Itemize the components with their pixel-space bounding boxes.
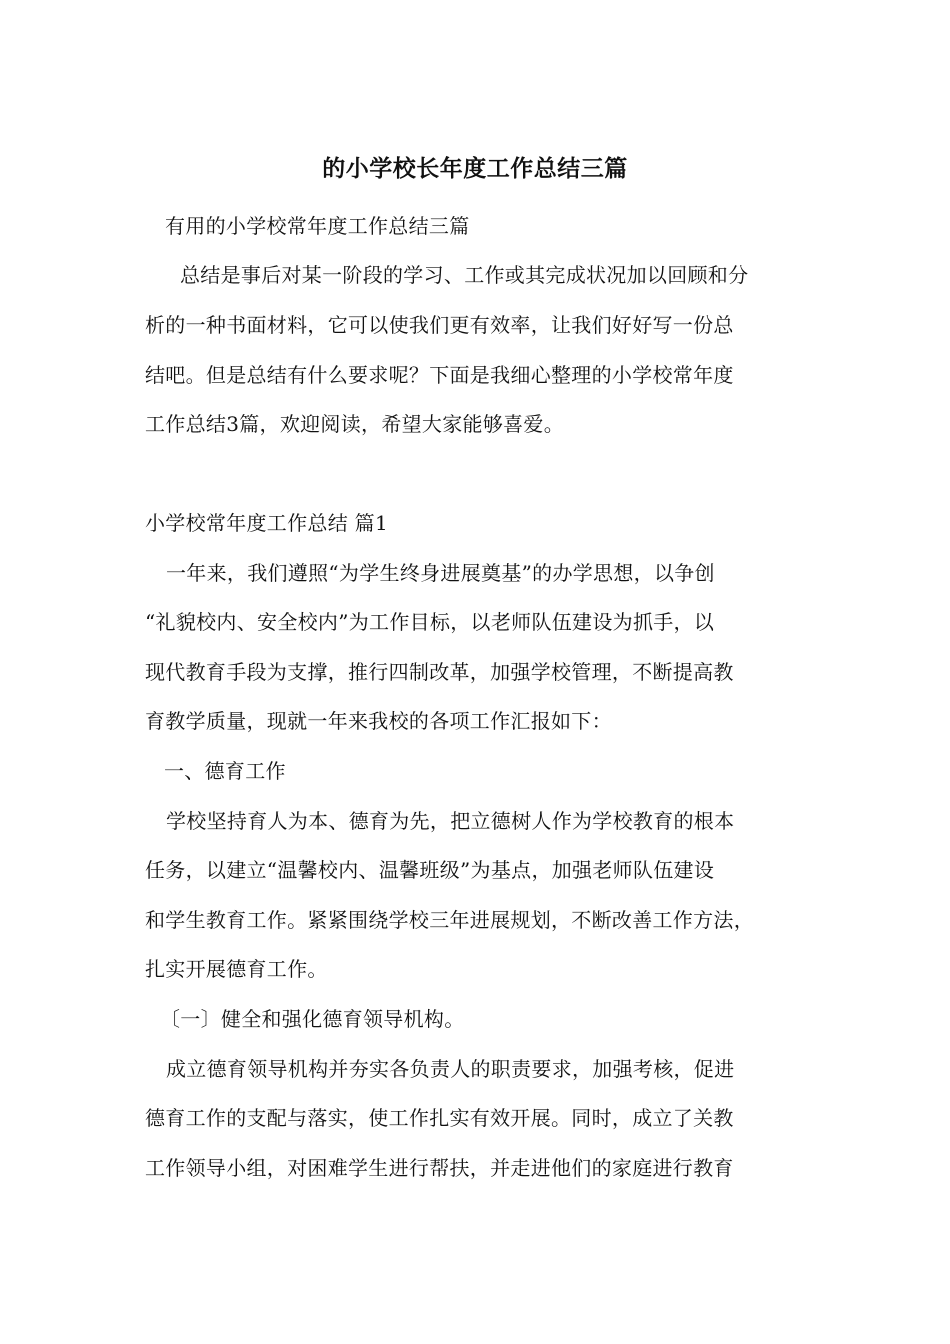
subheading-line: 一、德育工作 bbox=[164, 759, 286, 783]
paragraph-line: 任务，以建立“温馨校内、温馨班级”为基点，加强老师队伍建设 bbox=[145, 858, 715, 882]
paragraph-line: 扎实开展德育工作。 bbox=[145, 957, 328, 981]
paragraph-line: 德育工作的支配与落实，使工作扎实有效开展。同时，成立了关教 bbox=[145, 1106, 734, 1130]
paragraph-line: 工作领导小组，对困难学生进行帮扶，并走进他们的家庭进行教育 bbox=[145, 1156, 734, 1180]
paragraph-line: “礼貌校内、安全校内”为工作目标，以老师队伍建设为抓手，以 bbox=[145, 610, 715, 634]
document-title: 的小学校长年度工作总结三篇 bbox=[322, 155, 628, 182]
paragraph-line: 总结是事后对某一阶段的学习、工作或其完成状况加以回顾和分 bbox=[180, 263, 749, 287]
paragraph-line: 工作总结3篇，欢迎阅读，希望大家能够喜爱。 bbox=[145, 412, 565, 436]
paragraph-line: 育教学质量，现就一年来我校的各项工作汇报如下： bbox=[145, 709, 612, 733]
subtitle-line: 有用的小学校常年度工作总结三篇 bbox=[165, 214, 470, 238]
paragraph-line: 析的一种书面材料，它可以使我们更有效率，让我们好好写一份总 bbox=[145, 313, 734, 337]
paragraph-line: 成立德育领导机构并夯实各负责人的职责要求，加强考核，促进 bbox=[166, 1057, 735, 1081]
paragraph-line: 和学生教育工作。紧紧围绕学校三年进展规划，不断改善工作方法， bbox=[145, 908, 754, 932]
paragraph-line: 现代教育手段为支撑，推行四制改革，加强学校管理，不断提高教 bbox=[145, 660, 734, 684]
paragraph-line: 结吧。但是总结有什么要求呢？下面是我细心整理的小学校常年度 bbox=[145, 363, 734, 387]
paragraph-line: 一年来，我们遵照“为学生终身进展奠基”的办学思想，以争创 bbox=[166, 561, 715, 585]
section-heading: 小学校常年度工作总结 篇1 bbox=[145, 511, 388, 535]
paragraph-line: 学校坚持育人为本、德育为先，把立德树人作为学校教育的根本 bbox=[166, 809, 735, 833]
subheading-line: 〔一〕健全和强化德育领导机构。 bbox=[160, 1007, 465, 1031]
